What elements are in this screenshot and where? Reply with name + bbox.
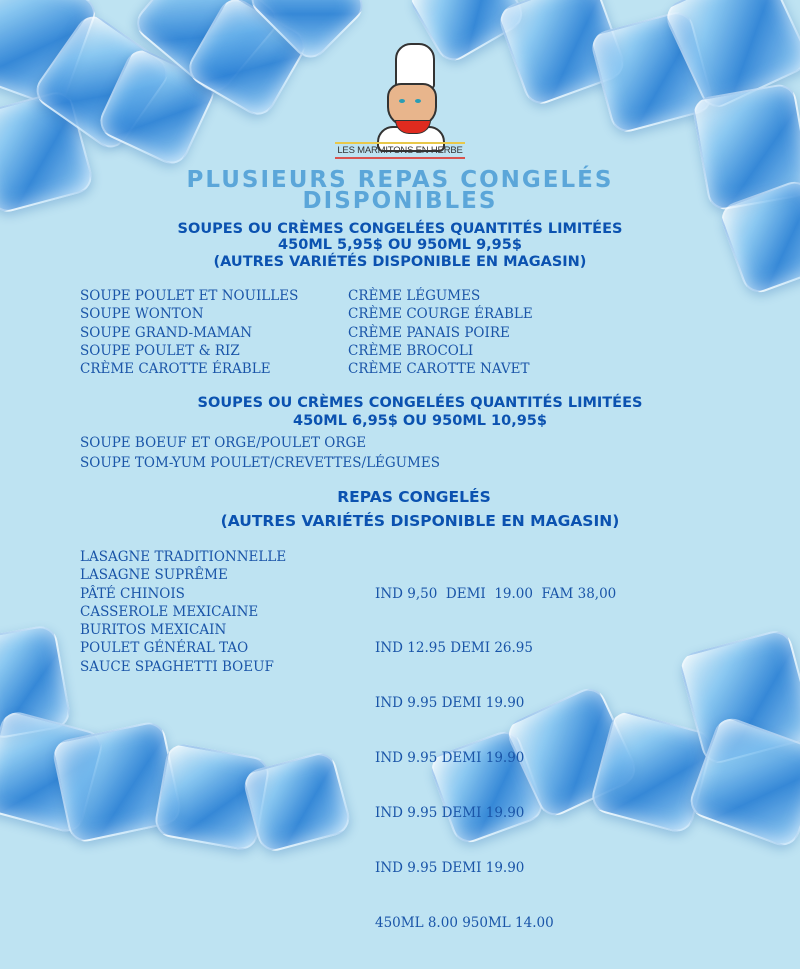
meals-name-list	[80, 548, 286, 676]
meal-price: IND 9.95 DEMI 19.90	[375, 805, 525, 822]
meal-name: SAUCE SPAGHETTI BOEUF	[80, 658, 274, 675]
list-item: CRÈME CAROTTE NAVET	[348, 361, 530, 378]
list-item: SOUPE POULET ET NOUILLES	[80, 288, 299, 304]
list-item: CRÈME COURGE ÉRABLE	[348, 306, 533, 323]
meal-name: POULET GÉNÉRAL TAO	[80, 640, 249, 657]
list-item: CRÈME PANAIS POIRE	[348, 324, 510, 341]
meal-name: LASAGNE TRADITIONNELLE	[80, 549, 287, 565]
meal-name: BURITOS MEXICAIN	[80, 622, 227, 639]
meal-name: PÂTÉ CHINOIS	[80, 585, 185, 602]
list-item: CRÈME BROCOLI	[348, 342, 474, 359]
section1-note: (AUTRES VARIÉTÉS DISPONIBLE EN MAGASIN)	[213, 254, 587, 270]
list-item: SOUPE GRAND-MAMAN	[80, 324, 253, 341]
meal-price: IND 9.95 DEMI 19.90	[375, 695, 525, 712]
brand-name: LES MARMITONS EN HERBE	[337, 145, 463, 156]
brand-logo	[335, 38, 465, 158]
meal-price: IND 12.95 DEMI 26.95	[375, 640, 533, 657]
list-item: SOUPE POULET & RIZ	[80, 342, 240, 359]
section3-heading: REPAS CONGELÉS	[337, 488, 491, 506]
section3-note: (AUTRES VARIÉTÉS DISPONIBLE EN MAGASIN)	[220, 512, 620, 530]
list-item: CRÈME CAROTTE ÉRABLE	[80, 361, 271, 378]
meal-price: IND 9.95 DEMI 19.90	[375, 860, 525, 877]
meal-name: CASSEROLE MEXICAINE	[80, 603, 259, 620]
logo-bar-red	[335, 157, 465, 159]
logo-bar-yellow	[335, 142, 465, 144]
section1-heading: SOUPES OU CRÈMES CONGELÉES QUANTITÉS LIMITÉES	[177, 221, 623, 237]
meal-price: IND 9,50 DEMI 19.00 FAM 38,00	[375, 585, 617, 602]
page-title-line2: DISPONIBLES	[302, 188, 498, 214]
section2-heading: SOUPES OU CRÈMES CONGELÉES QUANTITÉS LIMITÉES	[197, 395, 643, 411]
meal-name: LASAGNE SUPRÊME	[80, 567, 228, 584]
list-item: CRÈME LÉGUMES	[348, 288, 481, 304]
section2-price: 450ML 6,95$ OU 950ML 10,95$	[293, 413, 547, 429]
section1-right-list	[348, 287, 533, 378]
meal-price: 450ML 8.00 950ML 14.00	[375, 914, 554, 931]
section2-list	[80, 434, 440, 472]
list-item: SOUPE TOM-YUM POULET/CREVETTES/LÉGUMES	[80, 455, 440, 471]
page-title-line1: PLUSIEURS REPAS CONGELÉS	[186, 167, 614, 193]
section1-left-list	[80, 287, 298, 378]
list-item: SOUPE BOEUF ET ORGE/POULET ORGE	[80, 435, 367, 451]
list-item: SOUPE WONTON	[80, 306, 204, 323]
meals-price-list	[375, 548, 616, 969]
section1-price: 450ML 5,95$ OU 950ML 9,95$	[278, 237, 522, 253]
meal-price: IND 9.95 DEMI 19.90	[375, 750, 525, 767]
